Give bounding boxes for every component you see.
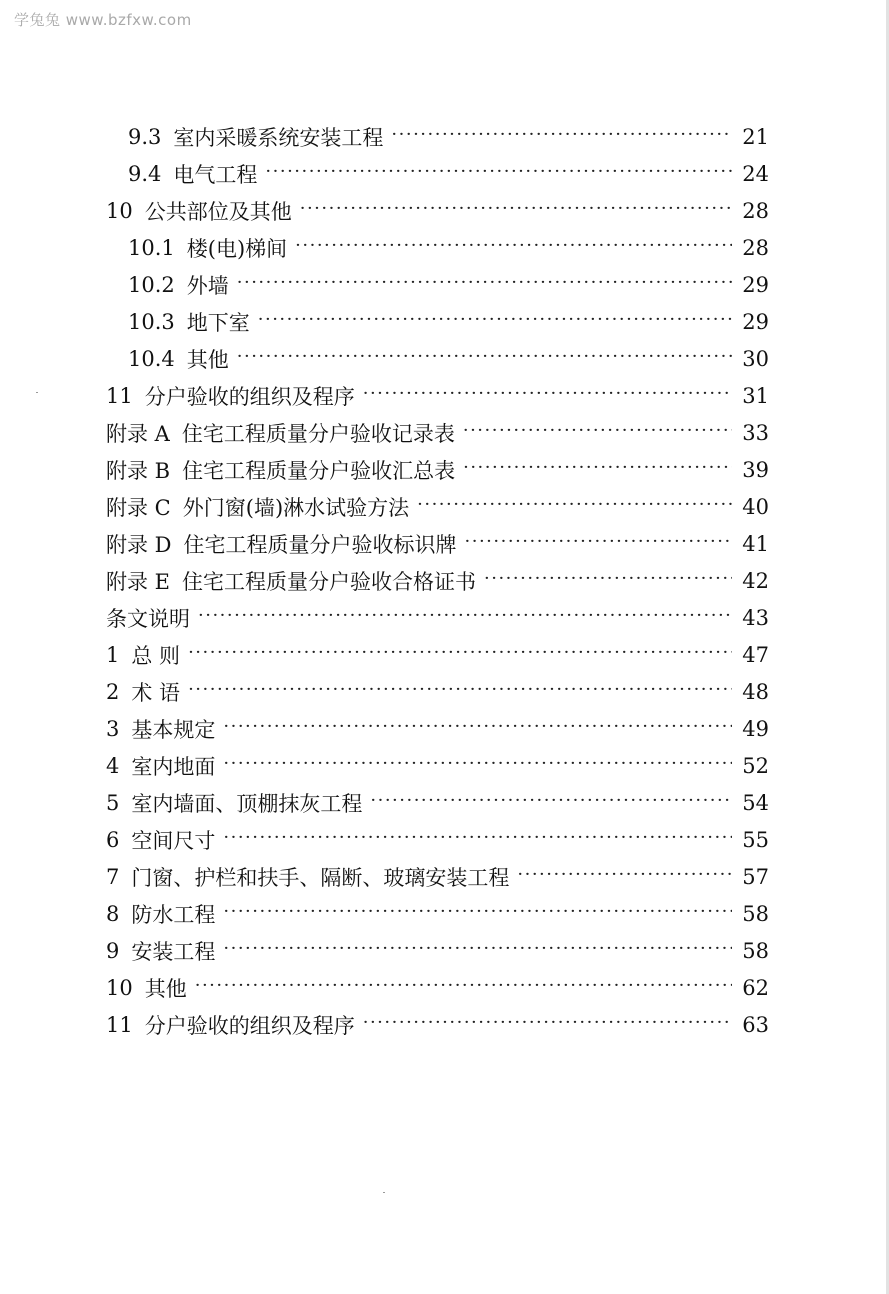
toc-title: 楼(电)梯间 (186, 236, 288, 261)
toc-entry (106, 821, 769, 858)
toc-number: 8 (106, 901, 120, 926)
toc-page: 54 (742, 790, 769, 815)
toc-entry (106, 1006, 769, 1043)
toc-page: 48 (742, 679, 769, 704)
toc-title: 室内采暖系统安装工程 (173, 125, 384, 150)
scan-speck (383, 1192, 385, 1193)
toc-page: 40 (742, 494, 769, 519)
toc-number: 附录 A (106, 421, 170, 446)
toc-page: 58 (742, 938, 769, 963)
toc-number: 附录 D (106, 532, 172, 557)
toc-title: 室内地面 (131, 754, 216, 779)
toc-entry (128, 340, 769, 377)
toc-leader (463, 420, 732, 441)
toc-page: 58 (742, 901, 769, 926)
toc-page: 21 (742, 124, 769, 149)
toc-entry (106, 969, 769, 1006)
toc-leader (484, 568, 732, 589)
toc-entry (106, 414, 769, 451)
toc-page: 39 (742, 457, 769, 482)
toc-entry (106, 673, 769, 710)
toc-page: 24 (742, 161, 769, 186)
toc-leader (417, 494, 732, 515)
toc-title: 外门窗(墙)淋水试验方法 (182, 495, 410, 520)
toc-title: 公共部位及其他 (144, 199, 292, 224)
toc-number: 11 (106, 383, 133, 408)
toc-entry (106, 488, 769, 525)
toc-leader (363, 383, 733, 404)
toc-title: 地下室 (186, 310, 250, 335)
toc-number: 4 (106, 753, 120, 778)
toc-leader (465, 531, 733, 552)
toc-title: 其他 (186, 347, 229, 372)
toc-number: 条文说明 (106, 606, 190, 631)
toc-leader (223, 901, 732, 922)
toc-leader (198, 605, 732, 626)
toc-leader (370, 790, 732, 811)
toc-number: 10.3 (128, 309, 175, 334)
toc-number: 10.2 (128, 272, 175, 297)
toc-entry (106, 747, 769, 784)
toc-title: 门窗、护栏和扶手、隔断、玻璃安装工程 (131, 865, 510, 890)
toc-number: 11 (106, 1012, 133, 1037)
toc-leader (463, 457, 732, 478)
toc-number: 7 (106, 864, 120, 889)
toc-leader (295, 235, 732, 256)
toc-number: 3 (106, 716, 120, 741)
toc-page: 49 (742, 716, 769, 741)
toc-leader (223, 827, 732, 848)
toc-entry (106, 858, 769, 895)
toc-page: 47 (742, 642, 769, 667)
toc-entry (128, 118, 769, 155)
toc-entry (106, 932, 769, 969)
toc-leader (300, 198, 733, 219)
toc-leader (363, 1012, 733, 1033)
toc-entry (128, 303, 769, 340)
toc-page: 55 (742, 827, 769, 852)
toc-page: 28 (742, 198, 769, 223)
toc-page: 62 (742, 975, 769, 1000)
toc-entry (106, 562, 769, 599)
scan-speck (36, 392, 38, 393)
toc-entry (106, 710, 769, 747)
toc-page: 63 (742, 1012, 769, 1037)
toc-entry (106, 784, 769, 821)
toc-title: 室内墙面、顶棚抹灰工程 (131, 791, 363, 816)
toc-title: 住宅工程质量分户验收记录表 (181, 421, 455, 446)
toc-title: 其他 (144, 976, 187, 1001)
toc-number: 附录 E (106, 569, 171, 594)
toc-entry (106, 377, 769, 414)
toc-number: 6 (106, 827, 120, 852)
toc-page: 28 (742, 235, 769, 260)
toc-title: 分户验收的组织及程序 (144, 384, 355, 409)
toc-entry (106, 451, 769, 488)
watermark: 学兔兔 www.bzfxw.com (14, 11, 192, 29)
toc-number: 9.4 (128, 161, 162, 186)
toc-number: 10.1 (128, 235, 175, 260)
toc-entry (106, 525, 769, 562)
toc-number: 附录 C (106, 495, 171, 520)
toc-page: 29 (742, 272, 769, 297)
toc-page: 43 (742, 605, 769, 630)
toc-leader (258, 309, 733, 330)
toc-leader (391, 124, 732, 145)
toc-title: 术 语 (131, 680, 181, 705)
toc-leader (188, 679, 732, 700)
toc-number: 2 (106, 679, 120, 704)
toc-entry (106, 599, 769, 636)
toc-entry (128, 266, 769, 303)
toc-entry (106, 192, 769, 229)
toc-title: 基本规定 (131, 717, 216, 742)
toc-title: 外墙 (186, 273, 229, 298)
toc-entry (128, 229, 769, 266)
toc-leader (223, 753, 732, 774)
toc-entry (128, 155, 769, 192)
toc-entry (106, 636, 769, 673)
toc-page: 57 (742, 864, 769, 889)
toc-number: 附录 B (106, 458, 171, 483)
toc-number: 9.3 (128, 124, 162, 149)
toc-title: 住宅工程质量分户验收标识牌 (183, 532, 457, 557)
toc-number: 9 (106, 938, 120, 963)
toc-number: 5 (106, 790, 120, 815)
toc-title: 防水工程 (131, 902, 216, 927)
toc-page: 41 (742, 531, 769, 556)
toc-leader (195, 975, 733, 996)
toc-leader (188, 642, 732, 663)
toc-title: 住宅工程质量分户验收汇总表 (182, 458, 456, 483)
toc-page: 30 (742, 346, 769, 371)
toc-number: 10 (106, 975, 133, 1000)
toc-leader (237, 346, 733, 367)
toc-title: 总 则 (131, 643, 181, 668)
toc-page: 52 (742, 753, 769, 778)
toc-leader (237, 272, 733, 293)
toc-leader (223, 716, 732, 737)
toc-page: 29 (742, 309, 769, 334)
toc-page: 42 (742, 568, 769, 593)
toc-title: 安装工程 (131, 939, 216, 964)
toc-title: 空间尺寸 (131, 828, 216, 853)
toc-title: 电气工程 (173, 162, 258, 187)
toc-title: 住宅工程质量分户验收合格证书 (182, 569, 477, 594)
toc-leader (517, 864, 732, 885)
toc-entry (106, 895, 769, 932)
toc-page: 31 (742, 383, 769, 408)
toc-number: 10 (106, 198, 133, 223)
toc-number: 10.4 (128, 346, 175, 371)
toc-title: 分户验收的组织及程序 (144, 1013, 355, 1038)
toc-number: 1 (106, 642, 120, 667)
toc-page: 33 (742, 420, 769, 445)
toc-leader (265, 161, 732, 182)
toc-leader (223, 938, 732, 959)
